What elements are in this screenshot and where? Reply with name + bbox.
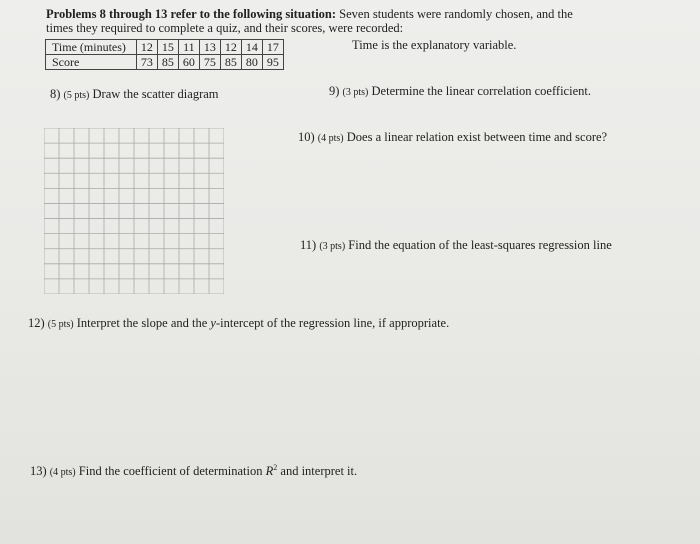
scatter-grid — [44, 128, 224, 294]
intro-line-2: times they required to complete a quiz, and their scores, were recorded: — [46, 21, 404, 35]
row-label-score: Score — [46, 55, 137, 70]
question-8 — [50, 87, 219, 102]
question-10 — [298, 130, 607, 145]
question-13 — [30, 463, 357, 479]
intro-line-1 — [46, 7, 646, 21]
intro-text — [46, 7, 646, 35]
question-text-continued: -intercept of the regression line, if appropriate. — [215, 316, 450, 330]
table-row-score — [46, 55, 284, 70]
table-cell: 85 — [220, 55, 241, 70]
y-variable: y — [210, 316, 216, 330]
table-cell: 73 — [136, 55, 157, 70]
table-cell: 85 — [157, 55, 178, 70]
question-number: 9) — [329, 84, 340, 98]
question-text: Determine the linear correlation coefficient. — [371, 84, 591, 98]
table-cell: 95 — [262, 55, 283, 70]
question-number: 8) — [50, 87, 61, 101]
explanatory-note: Time is the explanatory variable. — [352, 38, 517, 52]
table-cell: 17 — [262, 40, 283, 55]
table-cell: 11 — [178, 40, 199, 55]
question-11 — [300, 238, 612, 253]
question-text-continued: and interpret it. — [280, 464, 358, 479]
question-text: Find the coefficient of determination — [78, 464, 263, 479]
question-points: (4 pts) — [317, 133, 344, 144]
question-number: 13) — [30, 464, 47, 479]
question-number: 12) — [28, 316, 45, 330]
data-table — [45, 39, 284, 70]
question-text: Draw the scatter diagram — [92, 87, 219, 101]
table-cell: 12 — [220, 40, 241, 55]
question-points: (3 pts) — [342, 87, 369, 98]
question-number: 11) — [300, 238, 317, 252]
question-number: 10) — [298, 130, 315, 144]
question-points: (5 pts) — [63, 90, 90, 101]
question-9 — [329, 84, 591, 99]
table-cell: 15 — [157, 40, 178, 55]
table-cell: 80 — [241, 55, 262, 70]
table-cell: 60 — [178, 55, 199, 70]
question-12 — [28, 316, 449, 331]
table-cell: 75 — [199, 55, 220, 70]
question-text: Does a linear relation exist between time and score? — [346, 130, 608, 144]
question-points: (4 pts) — [49, 467, 76, 479]
table-row-time — [46, 40, 284, 55]
table-cell: 14 — [241, 40, 262, 55]
question-text: Interpret the slope and the — [76, 316, 208, 330]
intro-lead: Problems 8 through 13 refer to the following situation: — [46, 7, 337, 21]
question-text: Find the equation of the least-squares regression line — [348, 238, 612, 252]
r-squared-symbol: $R^2$ — [265, 463, 278, 479]
question-points: (3 pts) — [319, 241, 346, 252]
table-cell: 13 — [199, 40, 220, 55]
table-cell: 12 — [136, 40, 157, 55]
intro-rest: Seven students were randomly chosen, and the — [339, 7, 573, 21]
question-points: (5 pts) — [47, 319, 74, 330]
row-label-time: Time (minutes) — [46, 40, 137, 55]
